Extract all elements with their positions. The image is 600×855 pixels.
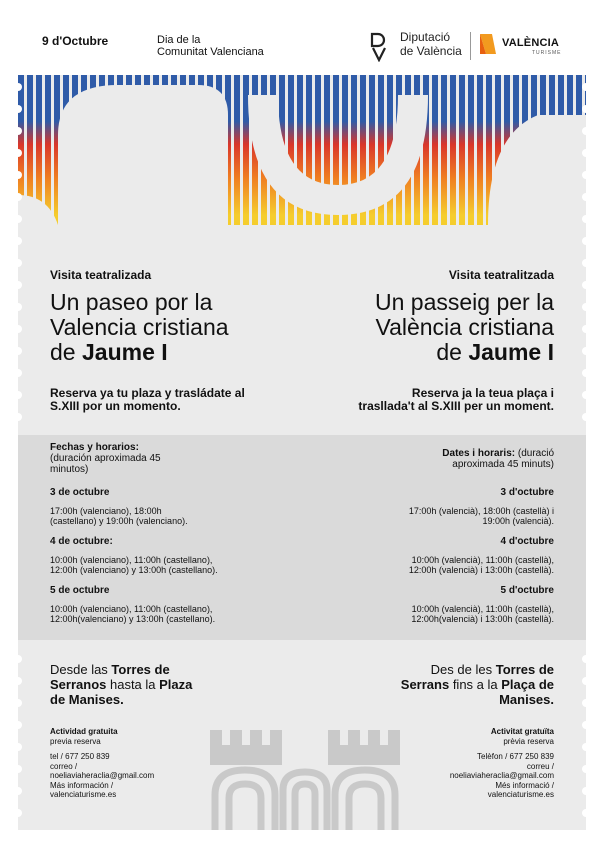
es-route: Desde las Torres de Serranos hasta la Plaza de Manises.	[50, 662, 193, 707]
va-contact: Telèfon / 677 250 839 correu / noeliaviaheraclia@gmail.com Més informació / valenciaturisme.es	[449, 752, 554, 799]
va-lead-line2: trasllada't al S.XIII per un moment.	[358, 399, 554, 413]
ticket-card	[18, 75, 586, 830]
va-lead	[294, 387, 554, 413]
va-day3-date: 5 d'octubre	[500, 585, 554, 596]
es-lead-line1: Reserva ya tu plaza y trasládate al	[50, 386, 245, 400]
va-route: Des de les Torres de Serrans fins a la Plaça de Manises.	[400, 662, 554, 707]
diputacio-line2: de València	[400, 44, 462, 58]
va-title	[294, 290, 554, 365]
diputacio-name	[400, 30, 462, 58]
header	[0, 0, 600, 75]
va-kicker: Visita teatralitzada	[448, 268, 554, 282]
es-day3-slots: 10:00h (valenciano), 11:00h (castellano), 12:00h(valenciano) y 13:00h (castellano).	[50, 604, 216, 624]
es-day2-date: 4 de octubre:	[50, 536, 113, 547]
va-day3-slots: 10:00h (valencià), 11:00h (castellà), 12:00h(valencià) i 13:00h (castellà).	[411, 604, 554, 624]
es-lead-line2: S.XIII por un momento.	[50, 399, 181, 413]
va-day2-slots: 10:00h (valencià), 11:00h (castellà), 12:00h (valencià) i 13:00h (castellà).	[408, 555, 554, 575]
banner-graphic	[18, 75, 586, 240]
header-day-line2: Comunitat Valenciana	[157, 46, 264, 58]
es-contact: tel / 677 250 839 correo / noeliaviaheraclia@gmail.com Más información / valenciaturisme.es	[50, 752, 155, 799]
es-title-line1: Un paseo por la	[50, 289, 213, 315]
diputacio-line1: Diputació	[400, 30, 451, 44]
va-day2-date: 4 d'octubre	[500, 536, 554, 547]
header-day-line1: Dia de la	[157, 34, 201, 46]
torres-serranos-icon	[205, 710, 405, 830]
es-day2-slots: 10:00h (valenciano), 11:00h (castellano), 12:00h (valenciano) y 13:00h (castellano).	[50, 555, 218, 575]
es-free-note: Actividad gratuita previa reserva	[50, 727, 118, 746]
valencia-turisme-logo	[478, 30, 568, 60]
es-title	[50, 290, 310, 365]
es-title-line3: de Jaume I	[50, 339, 168, 365]
es-title-line2: Valencia cristiana	[50, 314, 229, 340]
valencia-turisme-sub: TURISME	[532, 50, 562, 56]
va-title-line3: de Jaume I	[436, 339, 554, 365]
es-day3-date: 5 de octubre	[50, 585, 110, 596]
es-kicker: Visita teatralizada	[50, 268, 152, 282]
logo-divider	[470, 32, 471, 60]
va-title-line1: Un passeig per la	[375, 289, 554, 315]
es-lead	[50, 387, 310, 413]
va-lead-line1: Reserva ja la teua plaça i	[411, 386, 554, 400]
va-title-line2: València cristiana	[375, 314, 554, 340]
valencia-turisme-name: VALÈNCIA	[502, 37, 560, 49]
va-free-note: Activitat gratuïta prèvia reserva	[490, 727, 554, 746]
valencia-turisme-mark-icon	[478, 32, 498, 56]
va-day1-date: 3 d'octubre	[500, 487, 554, 498]
header-day-name	[157, 34, 264, 58]
header-date: 9 d'Octubre	[42, 34, 109, 48]
diputacio-logo-icon	[370, 32, 392, 62]
es-day1-slots: 17:00h (valenciano), 18:00h (castellano) y 19:00h (valenciano).	[50, 506, 188, 526]
va-day1-slots: 17:00h (valencià), 18:00h (castellà) i 19:00h (valencià).	[408, 506, 554, 526]
es-day1-date: 3 de octubre	[50, 487, 110, 498]
va-schedule-heading: Dates i horaris: (duració aproximada 45 minuts)	[442, 448, 554, 470]
es-schedule-heading: Fechas y horarios: (duración aproximada 45 minutos)	[50, 442, 161, 475]
